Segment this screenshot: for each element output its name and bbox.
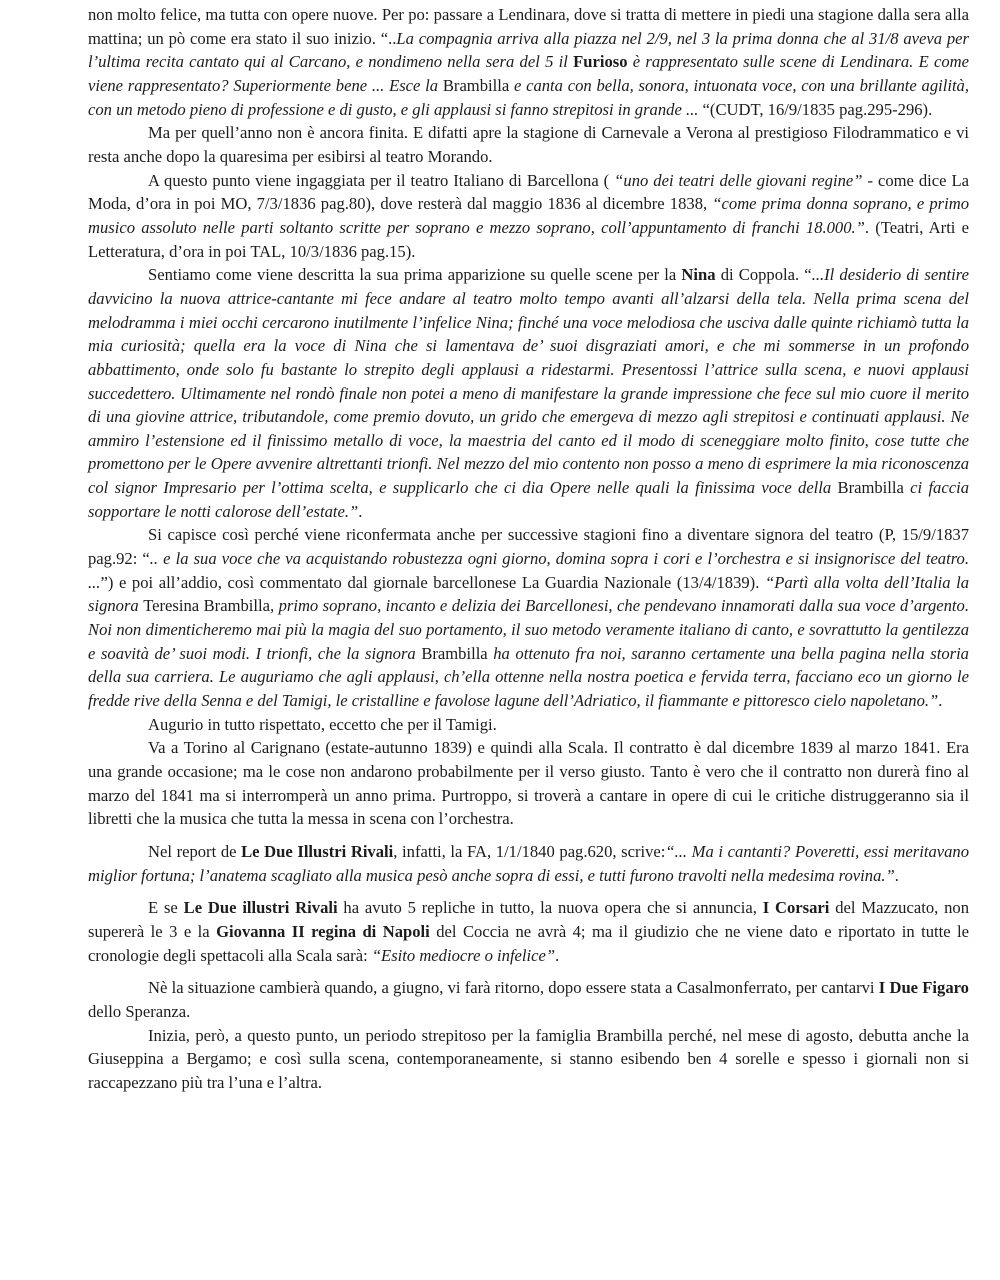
opera-title: I Corsari	[762, 898, 830, 918]
text-run: Brambilla	[442, 75, 510, 95]
text-run: Sentiamo come viene descritta la sua prima apparizione su quelle scene per la	[148, 265, 682, 285]
quoted-text: ci faccia sopportare le notti calorose dell’estate.”	[88, 478, 969, 521]
opera-title: Le Due Illustri Rivali	[241, 841, 394, 861]
text-run: Inizia, però, a questo punto, un periodo strepitoso per la famiglia Brambilla perché, nel mese di agosto, debutta anche la Giuseppina a Bergamo; e così sulla scena, contemporaneamente, si stanno esibendo ben 4 sorelle e spesso i giornali non si raccapezzano più tra l’una e l’altra.	[88, 1025, 969, 1092]
text-run: ha avuto 5 repliche in tutto, la nuova opera che si annuncia,	[337, 898, 763, 918]
text-run: .	[555, 945, 560, 965]
quoted-text: .. e la sua voce che va acquistando robustezza ogni giorno, domina sopra i cori e l’orchestra e si insignorisce del teatro. ...	[88, 549, 969, 592]
body-paragraph	[88, 896, 969, 967]
opera-title: I Due Figaro	[878, 978, 969, 998]
text-run: E se	[148, 898, 184, 918]
quoted-text: “uno dei teatri delle giovani regine”	[609, 170, 863, 190]
body-paragraph	[88, 523, 969, 712]
text-run: Va a Torino al Carignano (estate-autunno 1839) e quindi alla Scala. Il contratto è dal dicembre 1839 al marzo 1841. Era una grande occasione; ma le cose non andarono probabilmente per il verso giusto. Tanto è vero che il contratto non durerà fino al marzo del 1841 ma si interromperà un anno prima. Purtroppo, si troverà a cantare in opere di cui le critiche distruggeranno sia il libretti che la musica che tutta la messa in scena con l’orchestra.	[88, 738, 969, 829]
text-run: del Coccia ne avrà 4; ma il giudizio che ne viene dato e riportato in tutte le cronologie degli spettacoli alla Scala sarà:	[88, 921, 970, 965]
text-run: di Coppola. “	[715, 265, 812, 285]
text-run: Brambilla	[837, 478, 904, 498]
text-run: A questo punto viene ingaggiata per il teatro Italiano di Barcellona (	[148, 170, 610, 190]
text-run: dello Speranza.	[88, 1001, 191, 1021]
opera-title: Le Due illustri Rivali	[183, 898, 338, 918]
body-paragraph	[88, 713, 969, 737]
opera-title: Giovanna II regina di Napoli	[216, 921, 430, 941]
text-run: Teresina Brambilla	[143, 596, 270, 616]
body-paragraph	[88, 169, 969, 264]
quoted-text: “Esito mediocre o infelice”	[371, 945, 556, 965]
body-paragraph	[88, 263, 969, 523]
text-run: “(CUDT, 16/9/1835 pag.295-296).	[698, 99, 933, 119]
text-run: .	[894, 865, 899, 885]
text-run: Brambilla	[421, 643, 488, 663]
body-paragraph	[88, 3, 969, 121]
quoted-text: , primo soprano, incanto e delizia dei Barcellonesi, che pendevano innamorati dalla sua voce d’argento. Noi non dimenticheremo mai più la magia del suo portamento, il suo metodo veramente italiano di canto, e sovrattutto la gentilezza e soavità de’ suoi modi. I trionfi, che la signora	[88, 596, 969, 663]
quoted-text: è rappresentato sulle scene di Lendinara. E come viene rappresentato? Superiormente bene ... Esce la	[88, 52, 969, 95]
text-run: Nel report de	[148, 841, 242, 861]
quoted-text: ha ottenuto fra noi, saranno certamente una bella pagina nella storia della sua carriera. Le auguriamo che agli applausi, ch’ella ottenne nella nostra poetica e fervida terra, facciano eco un giorno le fredde rive della Senna e del Tamigi, le cristalline e favolose lagune dell’Adriatico, il fiammante e pittoresco cielo napoletano.”	[88, 643, 969, 711]
quoted-text: La compagnia arriva alla piazza nel 2/9, nel 3 la prima donna che al 31/8 aveva per l’ultima recita cantato qui al Carcano, e nondimeno nella sera del 5 il	[88, 28, 969, 72]
opera-title: Nina	[681, 265, 716, 285]
quoted-text: e canta con bella, sonora, intuonata voce, con una brillante agilità, con un metodo pieno di professione e di gusto, e gli applausi si fanno strepitosi in grande ...	[88, 75, 970, 119]
quoted-text: “Partì alla volta dell’Italia la signora	[88, 572, 970, 616]
body-paragraph	[88, 121, 969, 168]
text-run: Augurio in tutto rispettato, eccetto che per il Tamigi.	[148, 714, 497, 734]
text-run: . (Teatri, Arti e Letteratura, d’ora in poi TAL, 10/3/1836 pag.15).	[88, 217, 969, 261]
quoted-text: “come prima donna soprano, e primo musico assoluto nelle parti soltanto scritte per soprano e mezzo soprano, coll’appuntamento di franchi 18.000.”	[88, 194, 969, 237]
body-paragraph	[88, 736, 969, 831]
text-run: .	[938, 691, 943, 711]
opera-title: Furioso	[573, 52, 628, 72]
text-run: non molto felice, ma tutta con opere nuove. Per po: passare a Lendinara, dove si tratta di mettere in piedi una stagione dalla sera alla mattina; un pò come era stato il suo inizio. “..	[88, 5, 969, 48]
text-run: del Mazzucato, non supererà le 3 e la	[88, 898, 969, 941]
text-run: , infatti, la FA, 1/1/1840 pag.620, scrive:	[393, 841, 666, 861]
text-run: Ma per quell’anno non è ancora finita. E difatti apre la stagione di Carnevale a Verona al prestigioso Filodrammatico e vi resta anche dopo la quaresima per esibirsi al teatro Morando.	[88, 123, 969, 166]
text-run: ”) e poi all’addio, così commentato dal giornale barcellonese La Guardia Nazionale (13/4/1839).	[100, 572, 765, 592]
text-run: Si capisce così perché viene riconfermata anche per successive stagioni fino a diventare signora del teatro (P, 15/9/1837 pag.92: “	[88, 525, 969, 569]
quoted-text: ...Il desiderio di sentire davvicino la nuova attrice-cantante mi fece andare al teatro molto tempo avanti all’alzarsi della tela. Nella prima scena del melodramma i miei occhi cercarono inutilmente l’infelice Nina; finché una voce melodiosa che usciva dalle quinte richiamò tutta la mia curiosità; quella era la voce di Nina che si lamentava de’ suoi disgraziati amori, e che mi sommerse in un profondo abbattimento, onde solo fu bastante lo strepito degli applausi a ridestarmi. Presentossi l’attrice sulla scena, e nuovi applausi succedettero. Ultimamente nel rondò finale non potei a meno di manifestare la grande impressione che fece sul mio cuore il merito di una giovine attrice, tributandole, come premio dovuto, un grido che emergeva di mezzo agli strepitosi e continuati applausi. Ne ammiro l’estensione ed il finissimo metallo di voce, la maestria del canto ed il modo di sceneggiare molto finito, cose tutte che promettono per le Opere avvenire altrettanti trionfi. Nel mezzo del mio contento non posso a meno di esprimere la mia riconoscenza col signor Impresario per l’ottima scelta, e supplicarlo che ci dia Opere nelle quali la finissima voce della	[88, 265, 969, 498]
quoted-text: “... Ma i cantanti? Poveretti, essi meritavano miglior fortuna; l’anatema scagliato alla musica pesò anche sopra di essi, e tutti furono travolti nella medesima rovina.”	[88, 841, 970, 885]
body-paragraph	[88, 840, 969, 887]
text-run: - come dice La Moda, d’ora in poi MO, 7/3/1836 pag.80), dove resterà dal maggio 1836 al dicembre 1838,	[88, 170, 969, 214]
body-paragraph	[88, 976, 969, 1023]
text-run: Nè la situazione cambierà quando, a giugno, vi farà ritorno, dopo essere stata a Casalmonferrato, per cantarvi	[148, 978, 879, 998]
text-run: .	[358, 501, 363, 521]
body-paragraph	[88, 1024, 969, 1095]
